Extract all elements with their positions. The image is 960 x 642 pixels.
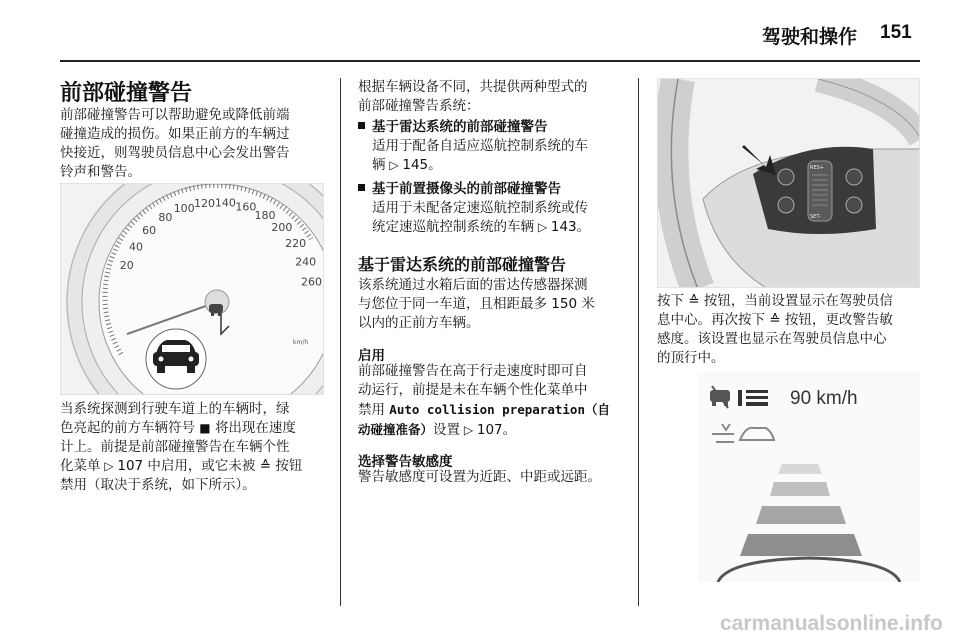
following-distance-bars <box>740 464 862 556</box>
speed-label: 260 <box>301 275 322 289</box>
gap-setting-icon <box>738 390 768 406</box>
steering-wheel-figure <box>657 78 920 288</box>
radar-section-title: 基于雷达系统的前部碰撞警告 <box>358 255 567 274</box>
reference-arrow-icon: ▷ <box>534 220 551 234</box>
speed-label: 240 <box>295 255 317 269</box>
bullet-icon <box>358 122 365 129</box>
dic-display-illustration <box>698 372 920 582</box>
radar-section-text: 该系统通过水箱后面的雷达传感器探测 与您位于同一车道，且相距最多 150 米 以内的正前方车辆。 <box>358 277 595 331</box>
dic-display-figure <box>698 372 920 582</box>
reference-arrow-icon: ▷ <box>460 423 477 437</box>
system-types-intro: 根据车辆设备不同，共提供两种型式的 前部碰撞警告系统： <box>358 79 588 114</box>
sensitivity-text: 警告敏感度可设置为近距、中距或远距。 <box>358 469 601 485</box>
section-title: 驾驶和操作 <box>762 27 858 48</box>
collision-alert-button-icon: ≙ <box>688 293 700 309</box>
intro-text: 前部碰撞警告可以帮助避免或降低前端 碰撞造成的损伤。如果正前方的车辆过 快接近，则驾驶员信息中心会发出警告 铃声和警告。 <box>60 107 290 180</box>
speed-label: 200 <box>271 221 293 235</box>
speed-label: 20 <box>119 259 134 273</box>
collision-alert-setting-icon <box>712 424 774 442</box>
enable-text: 前部碰撞警告在高于行走速度时即可自 动运行，前提是未在车辆个性化菜单中 禁用 Auto collision preparation（自 动碰撞准备）设置 ▷ 107。 <box>358 363 610 438</box>
speed-label: 60 <box>142 224 157 238</box>
speed-label: 120 <box>194 196 215 210</box>
collision-alert-button-icon: ≙ <box>259 458 272 474</box>
page-title: 前部碰撞警告 <box>60 81 193 106</box>
bullet-radar: 基于雷达系统的前部碰撞警告 适用于配备自适应巡航控制系统的车 辆 ▷ 145。 <box>358 118 588 175</box>
column-divider-2 <box>638 78 639 606</box>
header-rule <box>60 60 920 62</box>
speed-label: 160 <box>235 200 257 214</box>
speed-label: 180 <box>254 208 276 222</box>
vehicle-ahead-icon: ■ <box>199 421 211 435</box>
speed-label: 40 <box>129 240 143 254</box>
sensitivity-heading: 选择警告敏感度 <box>358 454 453 470</box>
page-number: 151 <box>880 22 912 43</box>
speedometer-illustration <box>61 184 324 395</box>
speedometer-figure <box>60 183 324 395</box>
vehicle-ahead-callout <box>146 329 206 389</box>
watermark: carmanualsonline.info <box>720 612 943 635</box>
res-label: RES+ <box>810 165 824 171</box>
bullet-icon <box>358 184 365 191</box>
column-divider-1 <box>340 78 341 606</box>
reference-arrow-icon: ▷ <box>100 459 118 473</box>
speed-label: 100 <box>173 201 195 215</box>
speed-label: 80 <box>158 211 173 224</box>
dic-speed: 90 km/h <box>790 388 858 409</box>
reference-arrow-icon: ▷ <box>385 158 403 172</box>
enable-heading: 启用 <box>358 348 385 364</box>
caption-text: 当系统探测到行驶车道上的车辆时，绿 色亮起的前方车辆符号 ■ 将出现在速度 计上。前提是前部碰撞警告在车辆个性 化菜单 ▷ 107 中启用，或它未被 ≙ 按钮 禁用（取决于系统，如下所示）。 <box>60 401 303 493</box>
speed-label: 220 <box>285 236 307 250</box>
bullet-camera: 基于前置摄像头的前部碰撞警告 适用于未配备定速巡航控制系统或传 统定速巡航控制系统的车辆 ▷ 143。 <box>358 180 590 237</box>
button-instructions: 按下 ≙ 按钮，当前设置显示在驾驶员信 息中心。再次按下 ≙ 按钮，更改警告敏 感度。该设置也显示在驾驶员信息中心 的顶行中。 <box>657 293 893 366</box>
steering-wheel-illustration <box>658 79 920 288</box>
collision-alert-button-icon: ≙ <box>769 312 781 328</box>
speed-unit: km/h <box>293 339 309 346</box>
speed-label: 140 <box>214 196 236 210</box>
vehicle-ahead-status-icon <box>710 386 730 408</box>
set-label: SET- <box>810 214 821 220</box>
